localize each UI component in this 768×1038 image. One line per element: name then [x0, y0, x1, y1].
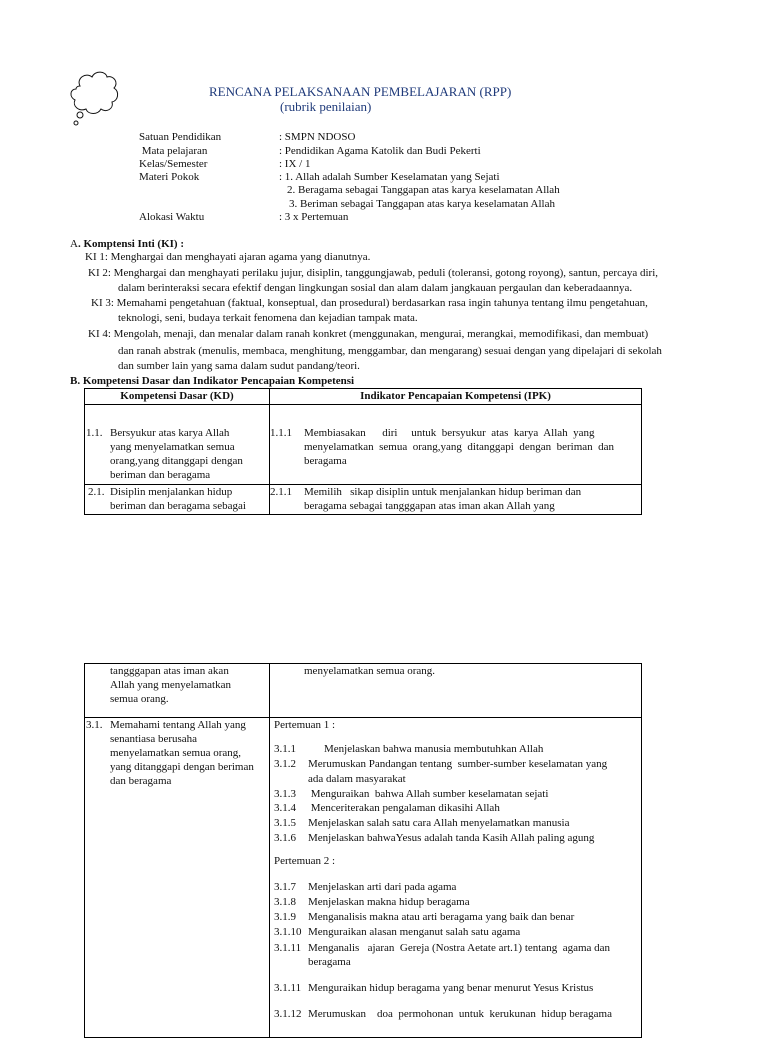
ki-line: KI 4: Mengolah, menaji, dan menalar dalam ranah konkret (menggunakan, mengurai, merangkai, memodifikasi, dan membuat) — [88, 328, 649, 340]
ipk-number: 3.1.6 — [274, 832, 296, 844]
kd-line: beriman dan beragama — [110, 469, 211, 481]
section-b-title: B. Kompetensi Dasar dan Indikator Pencapaian Kompetensi — [70, 375, 355, 387]
kd-line: Bersyukur atas karya Allah — [110, 427, 230, 439]
ki-line: dan ranah abstrak (menulis, membaca, menghitung, menggambar, dan mengarang) sesuai dengan yang dipelajari di sekolah — [118, 345, 662, 357]
ipk-cell — [270, 664, 642, 718]
ipk-number: 1.1.1 — [270, 427, 292, 439]
ipk-line: Memilih sikap disiplin untuk menjalankan hidup beriman dan — [304, 486, 582, 498]
ipk-number: 3.1.8 — [274, 896, 296, 908]
document-title: RENCANA PELAKSANAAN PEMBELAJARAN (RPP) — [209, 84, 512, 99]
ipk-text: Merumuskan Pandangan tentang sumber-sumber keselamatan yang — [308, 758, 608, 770]
ki-line: dalam berinteraksi secara efektif dengan lingkungan sosial dan alam dalam jangkauan pergaulan dan keberadaannya. — [118, 282, 633, 294]
kd-number: 3.1. — [86, 719, 103, 731]
identity-label: Mata pelajaran — [139, 145, 208, 157]
identity-value: : 1. Allah adalah Sumber Keselamatan yang Sejati — [279, 171, 500, 183]
kd-line: Allah yang menyelamatkan — [110, 679, 231, 691]
ipk-number: 3.1.12 — [274, 1008, 302, 1020]
ki-line: KI 3: Memahami pengetahuan (faktual, konseptual, dan prosedural) berdasarkan rasa ingin tahunya tentang ilmu pengetahuan, — [91, 297, 648, 309]
ipk-column-header: Indikator Pencapaian Kompetensi (IPK) — [270, 389, 642, 405]
kd-line: yang ditanggapi dengan beriman — [110, 761, 254, 773]
cloud-doodle-icon — [66, 68, 122, 132]
ipk-number: 3.1.4 — [274, 802, 296, 814]
ipk-text: Menguraikan bahwa Allah sumber keselamatan sejati — [308, 788, 549, 800]
ipk-text: Menjelaskan bahwa manusia membutuhkan Allah — [324, 743, 544, 755]
kd-ipk-table — [84, 388, 642, 515]
ki-line: teknologi, seni, budaya terkait fenomena dan kejadian tampak mata. — [118, 312, 418, 324]
ki-line: KI 1: Menghargai dan menghayati ajaran agama yang dianutnya. — [85, 251, 371, 263]
ipk-cell — [270, 485, 642, 515]
ipk-text: Menganalis ajaran Gereja (Nostra Aetate art.1) tentang agama dan — [308, 942, 611, 954]
ipk-text: Menguraikan alasan menganut salah satu agama — [308, 926, 521, 938]
ipk-text: Menguraikan hidup beragama yang benar menurut Yesus Kristus — [308, 982, 594, 994]
ipk-number: 3.1.3 — [274, 788, 296, 800]
ipk-text-cont: beragama — [308, 956, 351, 968]
section-a-prefix: A — [70, 238, 78, 250]
ipk-number: 3.1.5 — [274, 817, 296, 829]
ipk-line: menyelamatkan semua orang,yang ditanggapi dengan beriman dan — [304, 441, 615, 453]
ipk-text: Menganalisis makna atau arti beragama yang baik dan benar — [308, 911, 575, 923]
ipk-number: 3.1.10 — [274, 926, 302, 938]
kd-line: orang,yang ditanggapi dengan — [110, 455, 243, 467]
kd-number: 2.1. — [88, 486, 105, 498]
meeting-label: Pertemuan 1 : — [274, 719, 336, 731]
kd-ipk-table-continued — [84, 663, 642, 1038]
ipk-text: Menjelaskan arti dari pada agama — [308, 881, 457, 893]
ipk-text: Menjelaskan salah satu cara Allah menyelamatkan manusia — [308, 817, 570, 829]
ipk-number: 3.1.7 — [274, 881, 296, 893]
identity-label: Satuan Pendidikan — [139, 131, 222, 143]
ki-line: dan sumber lain yang sama dalam sudut pandang/teori. — [118, 360, 360, 372]
identity-value: : IX / 1 — [279, 158, 311, 170]
identity-value: 2. Beragama sebagai Tanggapan atas karya keselamatan Allah — [287, 184, 560, 196]
ipk-text-cont: ada dalam masyarakat — [308, 773, 406, 785]
kd-line: menyelamatkan semua orang, — [110, 747, 242, 759]
ipk-text: Menceriterakan pengalaman dikasihi Allah — [308, 802, 500, 814]
ipk-cell — [270, 718, 642, 1038]
document-subtitle: (rubrik penilaian) — [280, 99, 372, 114]
kd-number: 1.1. — [86, 427, 103, 439]
meeting-label: Pertemuan 2 : — [274, 855, 336, 867]
kd-line: Disiplin menjalankan hidup — [110, 486, 233, 498]
kd-cell — [85, 718, 270, 1038]
ipk-number: 3.1.9 — [274, 911, 296, 923]
ipk-number: 3.1.1 — [274, 743, 296, 755]
identity-value: : 3 x Pertemuan — [279, 211, 349, 223]
kd-cell — [85, 485, 270, 515]
kd-line: semua orang. — [110, 693, 169, 705]
identity-value: : Pendidikan Agama Katolik dan Budi Pekerti — [279, 145, 481, 157]
identity-label: Alokasi Waktu — [139, 211, 205, 223]
ipk-text: Menjelaskan makna hidup beragama — [308, 896, 470, 908]
identity-value: : SMPN NDOSO — [279, 131, 356, 143]
kd-line: tangggapan atas iman akan — [110, 665, 229, 677]
ipk-number: 3.1.2 — [274, 758, 296, 770]
ki-line: KI 2: Menghargai dan menghayati perilaku jujur, disiplin, tanggungjawab, peduli (toleransi, gotong royong), santun, percaya diri, — [88, 267, 658, 279]
kd-cell — [85, 664, 270, 718]
ipk-number: 2.1.1 — [270, 486, 292, 498]
identity-label: Kelas/Semester — [139, 158, 208, 170]
ipk-line: menyelamatkan semua orang. — [304, 665, 436, 677]
section-a-heading — [70, 237, 184, 251]
kd-column-header: Kompetensi Dasar (KD) — [85, 389, 270, 405]
ipk-line: beragama sebagai tangggapan atas iman akan Allah yang — [304, 500, 555, 512]
kd-line: beriman dan beragama sebagai — [110, 500, 246, 512]
identity-value: 3. Beriman sebagai Tanggapan atas karya keselamatan Allah — [289, 198, 555, 210]
ipk-text: Menjelaskan bahwaYesus adalah tanda Kasih Allah paling agung — [308, 832, 595, 844]
section-a-title: . Komptensi Inti (KI) : — [77, 238, 184, 250]
kd-cell — [85, 405, 270, 485]
ipk-number: 3.1.11 — [274, 942, 302, 954]
identity-label: Materi Pokok — [139, 171, 200, 183]
ipk-number: 3.1.11 — [274, 982, 302, 994]
ipk-line: Membiasakan diri untuk bersyukur atas karya Allah yang — [304, 427, 595, 439]
ipk-line: beragama — [304, 455, 347, 467]
ipk-cell — [270, 405, 642, 485]
kd-line: senantiasa berusaha — [110, 733, 198, 745]
kd-line: yang menyelamatkan semua — [110, 441, 235, 453]
kd-line: dan beragama — [110, 775, 172, 787]
kd-line: Memahami tentang Allah yang — [110, 719, 246, 731]
ipk-text: Merumuskan doa permohonan untuk kerukunan hidup beragama — [308, 1008, 612, 1020]
